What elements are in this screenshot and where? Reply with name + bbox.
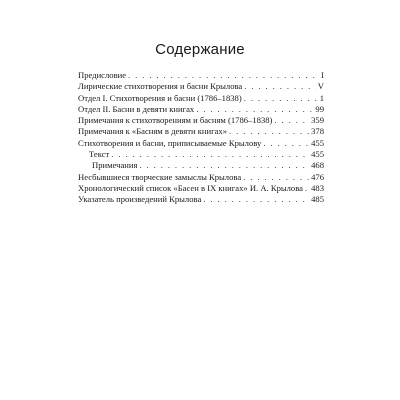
toc-entry-page: 485 <box>311 194 324 205</box>
dot-leader <box>203 194 309 205</box>
toc-entry-page: 1 <box>319 92 324 103</box>
toc-entry-label: Предисловие <box>78 70 127 80</box>
toc-entry-page: 483 <box>311 182 324 193</box>
toc-entry-label: Отдел II. Басни в девяти книгах <box>78 103 195 114</box>
toc-entry <box>78 183 324 194</box>
toc-entry-label: Примечания <box>92 160 138 171</box>
toc-entry <box>78 81 324 92</box>
table-of-contents <box>78 70 324 206</box>
dot-leader <box>263 138 309 149</box>
toc-entry-sub <box>78 160 324 171</box>
toc-entry <box>78 126 324 137</box>
toc-entry-page: 378 <box>311 126 324 137</box>
toc-entry <box>78 194 324 205</box>
toc-entry-page: 455 <box>311 149 324 160</box>
toc-entry-label: Стихотворения и басни, приписываемые Крылову <box>78 137 262 148</box>
toc-entry-sub <box>78 149 324 160</box>
toc-entry-page: V <box>317 81 324 92</box>
dot-leader <box>139 160 309 171</box>
toc-entry-label: Хронологический список «Басен в IX книгах» И. А. Крылова <box>78 182 303 193</box>
dot-leader <box>196 104 313 115</box>
toc-entry <box>78 115 324 126</box>
toc-entry-page: 359 <box>311 115 324 126</box>
dot-leader <box>244 93 318 104</box>
dot-leader <box>128 70 319 81</box>
toc-entry <box>78 70 324 81</box>
page-title: Содержание <box>155 41 245 58</box>
toc-entry-label: Текст <box>89 149 110 160</box>
toc-entry-page: I <box>321 70 324 80</box>
toc-entry-label: Отдел I. Стихотворения и басни (1786–1838) <box>78 92 242 103</box>
dot-leader <box>305 183 309 194</box>
toc-entry <box>78 104 324 115</box>
toc-entry-page: 476 <box>311 171 324 182</box>
toc-entry-label: Несбывшиеся творческие замыслы Крылова <box>78 171 242 182</box>
toc-entry <box>78 172 324 183</box>
dot-leader <box>243 172 309 183</box>
dot-leader <box>274 115 309 126</box>
toc-entry-label: Указатель произведений Крылова <box>78 194 202 205</box>
toc-entry-page: 468 <box>311 160 324 171</box>
dot-leader <box>229 126 309 137</box>
dot-leader <box>111 149 309 160</box>
toc-entry <box>78 138 324 149</box>
toc-entry-label: Примечания к стихотворениям и басням (1786–1838) <box>78 115 273 126</box>
toc-entry <box>78 93 324 104</box>
dot-leader <box>244 81 316 92</box>
toc-entry-label: Примечания к «Басням в девяти книгах» <box>78 126 227 137</box>
toc-entry-page: 455 <box>311 137 324 148</box>
toc-entry-page: 99 <box>315 103 324 114</box>
toc-entry-label: Лирические стихотворения и басни Крылова <box>78 81 243 92</box>
